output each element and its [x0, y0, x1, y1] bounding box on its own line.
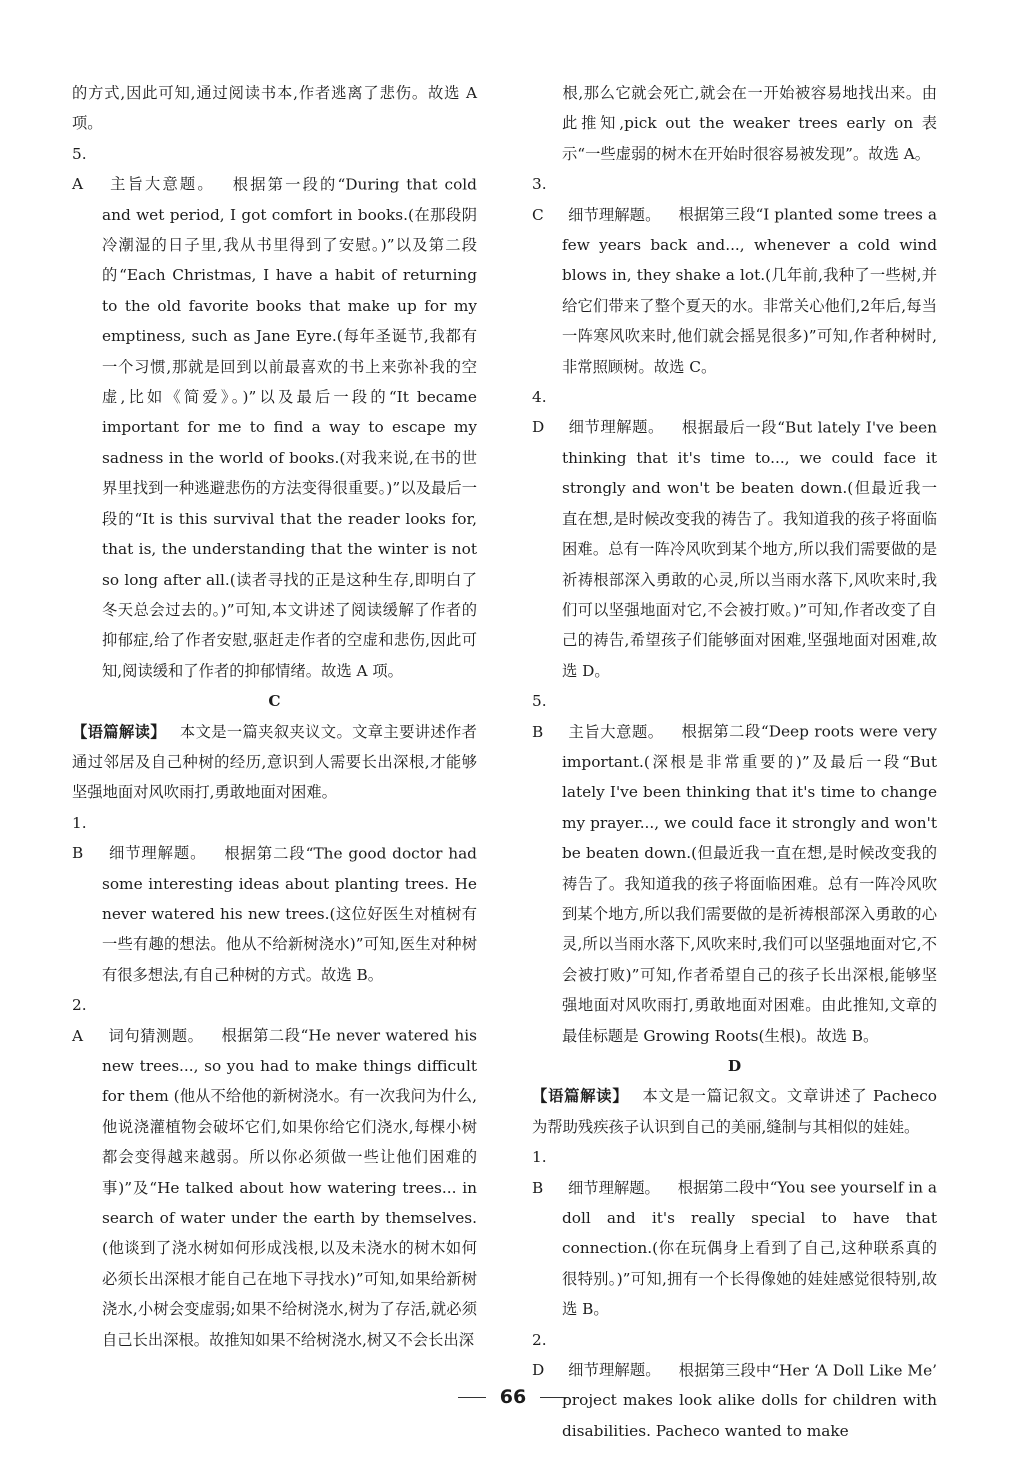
page-footer	[0, 1386, 1026, 1408]
answer-d-1: 1. B 细节理解题。 根据第二段中“You see yourself in a doll and it's really special to have that connection.(你在玩偶身上看到了自己,这种联系真的很特别。)”可知,拥有一个长得像她的娃娃感觉很特别,故选 B。	[532, 1148, 937, 1319]
answer-c-1: 1. B 细节理解题。 根据第二段“The good doctor had some interesting ideas about planting trees. He never watered his new trees.(这位好医生对植树有一些有趣的想法。他从不给新树浇水)”可知,医生对种树有很多想法,有自己种树的方式。故选 B。	[72, 813, 477, 984]
footer-dash-left	[458, 1397, 486, 1398]
section-heading-c: C	[268, 692, 281, 711]
answer-c-3: 3. C 细节理解题。 根据第三段“I planted some trees a few years back and..., whenever a cold wind blows in, they shake a lot.(几年前,我种了一些树,并给它们带来了整个夏天的水。非常关心他们,2年后,每当一阵寒风吹来时,他们就会摇晃很多)”可知,作者种树时,非常照顾树。故选 C。	[532, 175, 937, 376]
answer-c-4: 4. D 细节理解题。 根据最后一段“But lately I've been thinking that it's time to..., we could face it strongly and won't be beaten down.(但最近我一直在想,是时候改变我的祷告了。我知道我的孩子将面临困难。总有一阵冷风吹到某个地方,所以我们需要做的是祈祷根部深入勇敢的心灵,所以当雨水落下,风吹来时,我们可以坚强地面对它,不会被打败。)”可知,作者改变了自己的祷告,希望孩子们能够面对困难,坚强地面对困难,故选 D。	[532, 388, 937, 680]
section-heading-d: D	[727, 1057, 742, 1075]
page-number: 66	[499, 1386, 527, 1408]
passage-interpretation-d: 【语篇解读】 本文是一篇记叙文。文章讲述了 Pacheco 为帮助残疾孩子认识到自己的美丽,缝制与其相似的娃娃。	[532, 1087, 937, 1136]
left-column	[72, 78, 477, 1355]
footer-dash-right	[540, 1397, 568, 1398]
answer-d-2: 2. D 细节理解题。 根据第三段中“Her ‘A Doll Like Me’ project makes look alike dolls for children with disabilities. Pacheco wanted to make	[532, 1330, 937, 1440]
answer-c-2: 2. A 词句猜测题。 根据第二段“He never watered his new trees..., so you had to make things difficult for them (他从不给他的新树浇水。有一次我问为什么,他说浇灌植物会破坏它们,如果你给它们浇水,每棵小树都会变得越来越弱。所以你必须做一些让他们困难的事)”及“He talked about how watering trees... in search of water under the earth by themselves.(他谈到了浇水树如何形成浅根,以及未浇水的树木如何必须长出深根才能自己在地下寻找水)”可知,如果给新树浇水,小树会变虚弱;如果不给树浇水,树为了存活,就必须自己长出深根。故推知如果不给树浇水,树又不会长出深	[72, 996, 477, 1349]
passage-interpretation-c: 【语篇解读】 本文是一篇夹叙夹议文。文章主要讲述作者通过邻居及自己种树的经历,意识到人需要长出深根,才能够坚强地面对风吹雨打,勇敢地面对困难。	[72, 722, 477, 802]
right-column	[532, 78, 937, 1446]
answer-b-5: 5. A 主旨大意题。 根据第一段的“During that cold and wet period, I got comfort in books.(在那段阴冷潮湿的日子里,我从书里得到了安慰。)”以及第二段的“Each Christmas, I have a habit of returning to the old favorite books that make up for my emptiness, such as Jane Eyre.(每年圣诞节,我都有一个习惯,那就是回到以前最喜欢的书上来弥补我的空虚,比如《简爱》。)”以及最后一段的“It became important for me to find a way to escape my sadness in the world of books.(对我来说,在书的世界里找到一种逃避悲伤的方法变得很重要。)”以及最后一段的“It is this survival that the reader looks for, that is, the understanding that the winter is not so long after all.(读者寻找的正是这种生存,即明白了冬天总会过去的。)”可知,本文讲述了阅读缓解了作者的抑郁症,给了作者安慰,驱赶走作者的空虚和悲伤,因此可知,阅读缓和了作者的抑郁情绪。故选 A 项。	[72, 144, 477, 680]
answer-c-2-continued: 根,那么它就会死亡,就会在一开始被容易地找出来。由此推知,pick out the weaker trees early on 表示“一些虚弱的树木在开始时很容易被发现”。故选 A。	[562, 84, 937, 163]
continued-text: 的方式,因此可知,通过阅读书本,作者逃离了悲伤。故选 A 项。	[72, 84, 477, 133]
answer-c-5: 5. B 主旨大意题。 根据第二段“Deep roots were very important.(深根是非常重要的)”及最后一段“But lately I've been thinking that it's time to change my prayer..., we could face it strongly and won't be beaten down.(但最近我一直在想,是时候改变我的祷告了。我知道我的孩子将面临困难。总有一阵冷风吹到某个地方,所以我们需要做的是祈祷根部深入勇敢的心灵,所以当雨水落下,风吹来时,我们可以坚强地面对它,不会被打败)”可知,作者希望自己的孩子长出深根,能够坚强地面对风吹雨打,勇敢地面对困难。由此推知,文章的最佳标题是 Growing Roots(生根)。故选 B。	[532, 692, 937, 1045]
